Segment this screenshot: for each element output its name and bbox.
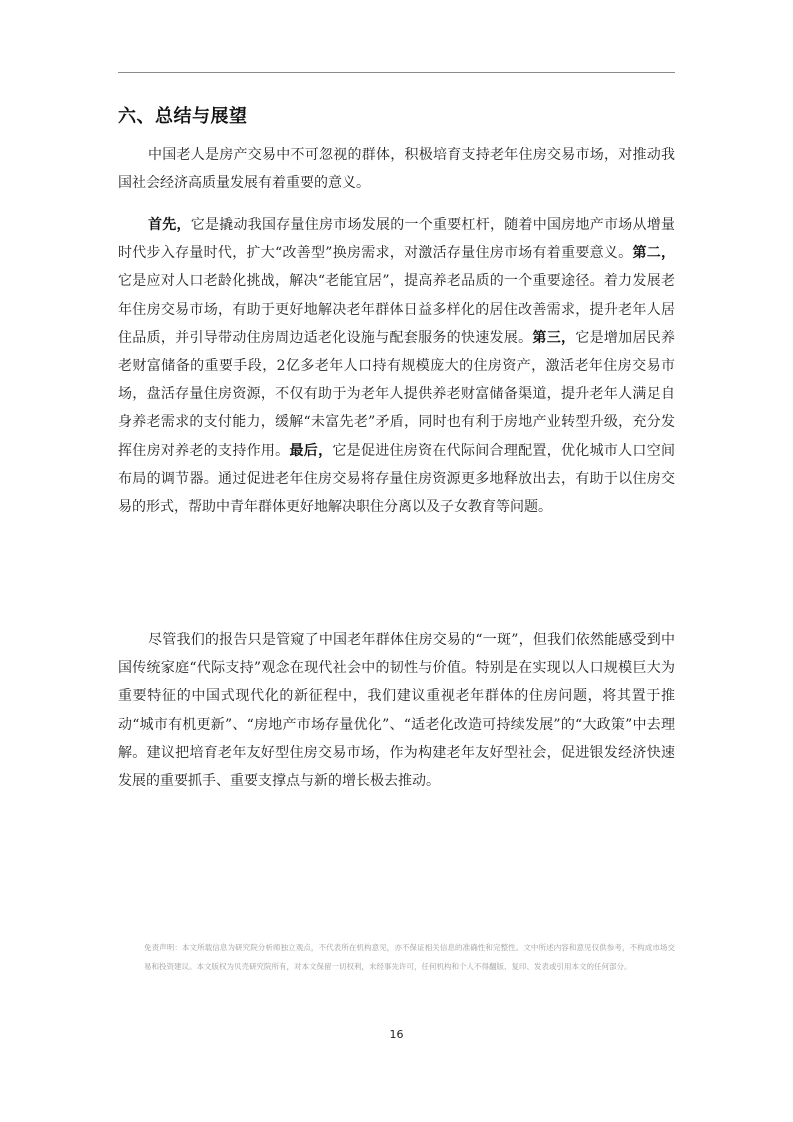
reason-last-text: 它是促进住房资在代际间合理配置，优化城市人口空间布局的调节器。通过促进老年住房交易将存量住房资源更多地释放出去，有助于以住房交易的形式，帮助中青年群体更好地解决职住分离以及子女教育等问题。 <box>118 442 676 516</box>
paragraph-intro-text: 中国老人是房产交易中不可忽视的群体，积极培育支持老年住房交易市场，对推动我国社会经济高质量发展有着重要的意义。 <box>118 147 675 192</box>
reason-third-text: 它是增加居民养老财富储备的重要手段，2亿多老年人口持有规模庞大的住房资产，激活老年住房交易市场，盘活存量住房资源，不仅有助于为老年人提供养老财富储备渠道，提升老年人满足自身养老需求的支付能力，缓解“未富先老”矛盾，同时也有利于房地产业转型升级，充分发挥住房对养老的支持作用。 <box>118 329 676 459</box>
reason-second-text: 它是应对人口老龄化挑战，解决“老能宜居”，提高养老品质的一个重要途径。着力发展老年住房交易市场，有助于更好地解决老年群体日益多样化的居住改善需求，提升老年人居住品质，并引导带动住房周边适老化设施与配套服务的快速发展。 <box>118 273 675 346</box>
paragraph-reasons <box>118 211 675 521</box>
paragraph-conclusion-text: 尽管我们的报告只是管窥了中国老年群体住房交易的“一斑”，但我们依然能感受到中国传统家庭“代际支持”观念在现代社会中的韧性与价值。特别是在实现以人口规模巨大为重要特征的中国式现代化的新征程中，我们建议重视老年群体的住房问题，将其置于推动“城市有机更新”、“房地产市场存量优化”、“适老化改造可持续发展”的“大政策”中去理解。建议把培育老年友好型住房交易市场，作为构建老年友好型社会，促进银发经济快速发展的重要抓手、重要支撑点与新的增长极去推动。 <box>118 632 675 790</box>
page-number: 16 <box>389 1028 404 1041</box>
lead-third: 第三， <box>532 329 576 346</box>
lead-last: 最后， <box>289 442 333 459</box>
section-title: 六、总结与展望 <box>118 106 248 127</box>
lead-first: 首先， <box>148 217 191 233</box>
disclaimer: 免责声明：本文所载信息为研究院分析师独立观点，不代表所在机构意见，亦不保证相关信息的准确性和完整性。文中所述内容和意见仅供参考，不构成市场交易和投资建议。本文版权为贝壳研究院所有，对本文保留一切权利，未经事先许可，任何机构和个人不得翻版、复印、发表或引用本文的任何部分。 <box>144 943 675 971</box>
header-divider <box>118 72 675 73</box>
paragraph-reasons-text <box>118 211 675 521</box>
reason-first-text: 它是撬动我国存量住房市场发展的一个重要杠杆，随着中国房地产市场从增量时代步入存量时代，扩大“改善型”换房需求，对激活存量住房市场有着重要意义。 <box>118 217 675 262</box>
paragraph-conclusion <box>118 626 675 795</box>
paragraph-intro <box>118 141 675 197</box>
lead-second: 第二， <box>632 245 676 262</box>
